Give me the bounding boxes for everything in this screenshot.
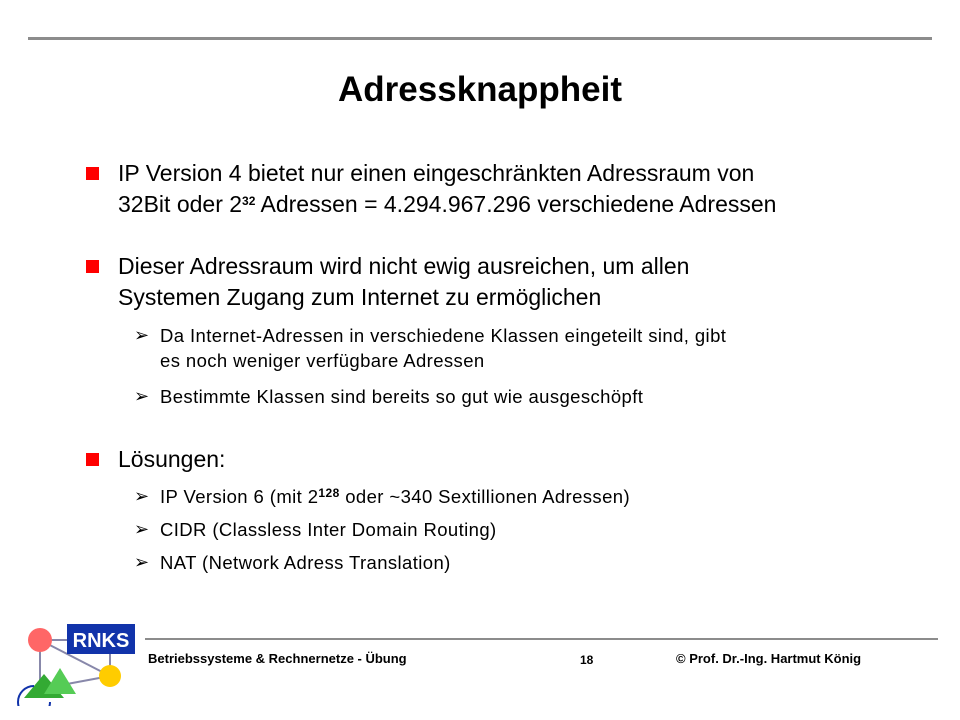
sub-line: es noch weniger verfügbare Adressen [160,350,485,371]
sub-line: Da Internet-Adressen in verschiedene Klassen eingeteilt sind, gibt [160,325,727,346]
svg-text:RNKS: RNKS [72,630,130,652]
sub-line: CIDR (Classless Inter Domain Routing) [160,519,497,540]
footer-rule [145,638,938,640]
footer-course: Betriebssysteme & Rechnernetze - Übung [148,651,407,666]
page-number: 18 [580,653,594,667]
bullet-address-space [86,251,906,313]
bullet-ipv4 [86,158,906,220]
exponent: 128 [318,486,340,500]
bullet-square-icon [86,260,99,273]
slide-title: Adressknappheit [338,70,622,109]
arrow-bullet-icon: ➢ [134,486,150,506]
rnks-logo [12,614,140,706]
bullet-square-icon [86,453,99,466]
arrow-bullet-icon: ➢ [134,386,150,406]
bullet-line: Lösungen: [118,446,226,472]
arrow-bullet-icon: ➢ [134,552,150,572]
sub-bullet-nat [134,550,854,575]
arrow-bullet-icon: ➢ [134,325,150,345]
bullet-line: Dieser Adressraum wird nicht ewig ausreichen, um allen [118,253,690,279]
sub-line: NAT (Network Adress Translation) [160,552,451,573]
bullet-square-icon [86,167,99,180]
top-rule [28,37,932,40]
exponent: 32 [242,194,256,208]
sub-bullet-ipv6 [134,484,854,509]
sub-line: IP Version 6 (mit $2^{128}$ oder ~340 Sextillionen Adressen) [160,486,631,507]
arrow-bullet-icon: ➢ [134,519,150,539]
bullet-line: 32Bit oder $2^{32}$ Adressen = 4.294.967.296 verschiedene Adressen [118,191,777,217]
footer-author: © Prof. Dr.-Ing. Hartmut König [676,651,862,666]
sub-bullet-classes [134,323,854,373]
sub-bullet-exhausted [134,384,854,409]
sub-bullet-cidr [134,517,854,542]
bullet-solutions [86,444,906,475]
bullet-line: Systemen Zugang zum Internet zu ermöglichen [118,284,602,310]
sub-line: Bestimmte Klassen sind bereits so gut wie ausgeschöpft [160,386,644,407]
bullet-line: IP Version 4 bietet nur einen eingeschränkten Adressraum von [118,160,755,186]
